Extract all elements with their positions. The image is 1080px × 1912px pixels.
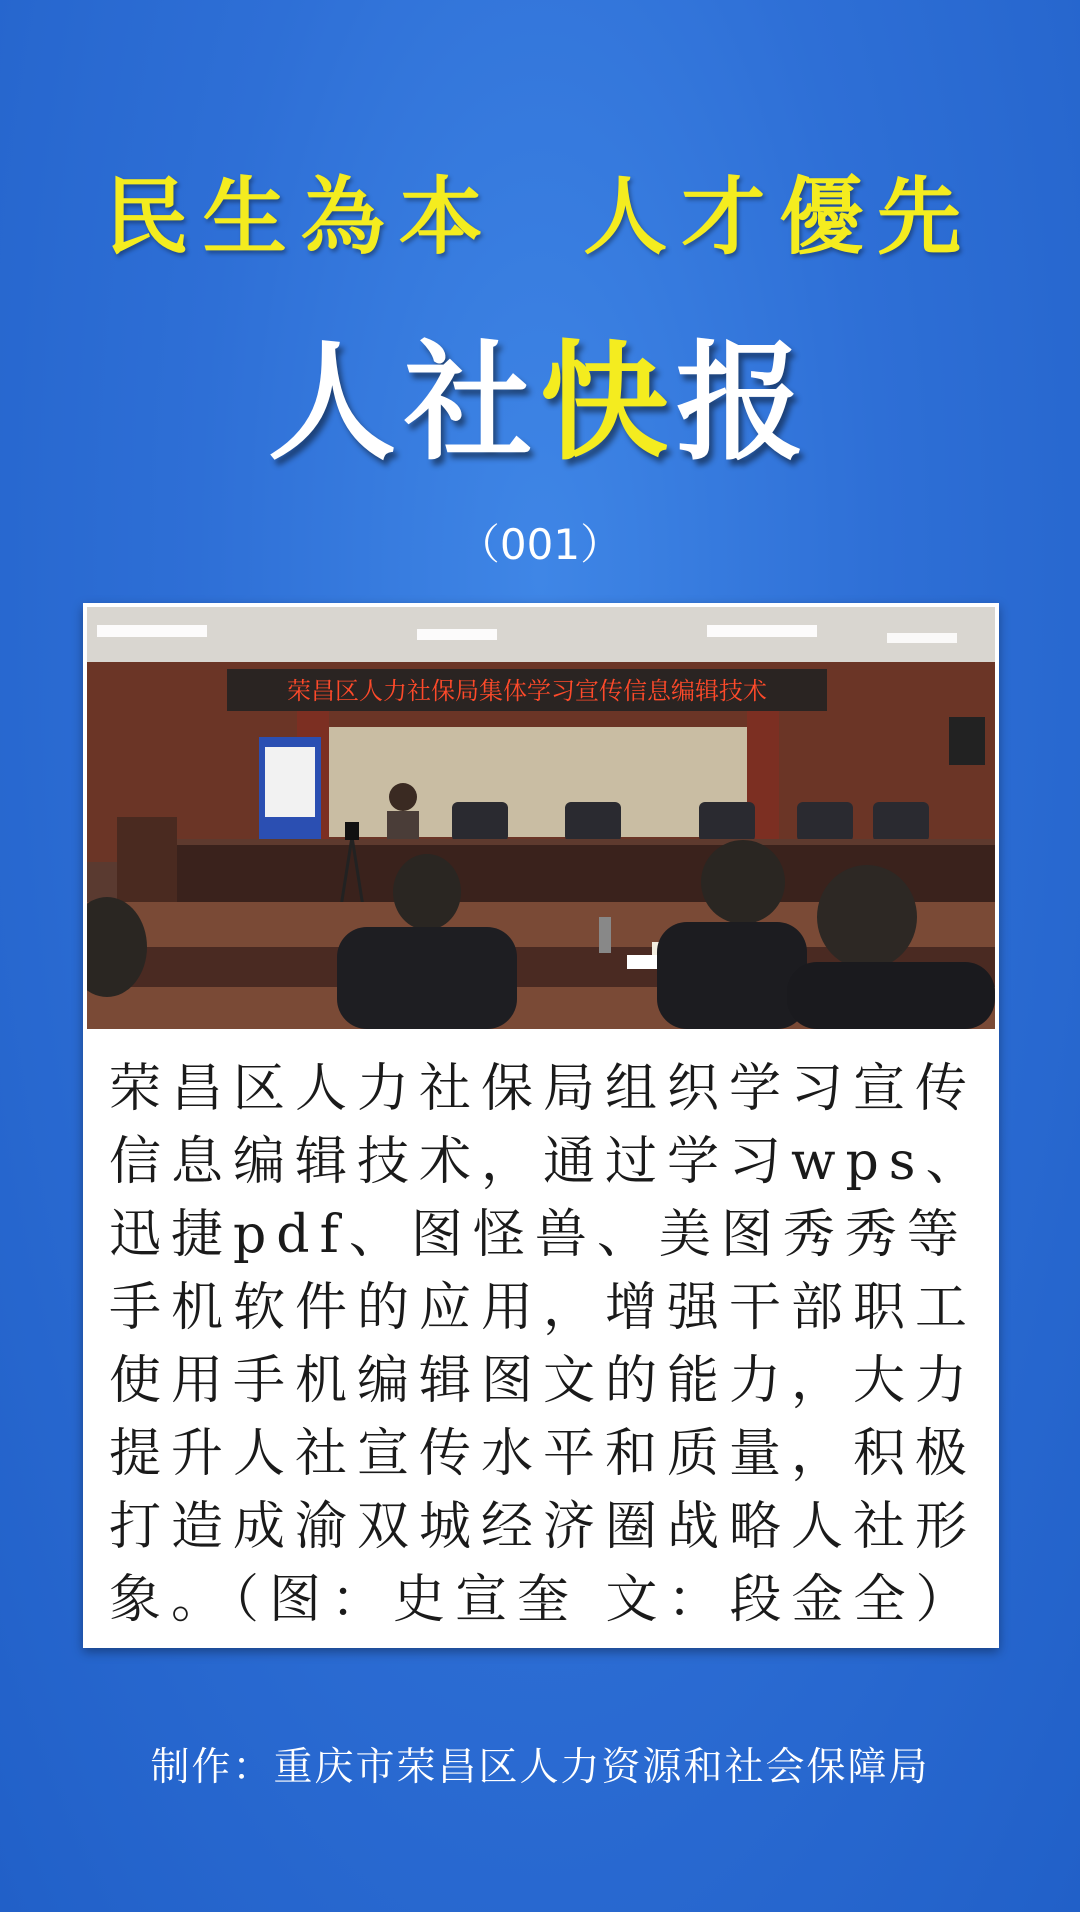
issue-number: （001） — [457, 520, 623, 569]
meeting-photo — [87, 607, 995, 1029]
caption-line: 迅捷pdf、图怪兽、美图秀秀等 — [109, 1205, 969, 1265]
caption-line: 使用手机编辑图文的能力，大力 — [109, 1351, 978, 1411]
title-part-2: 报 — [676, 329, 813, 478]
caption-line: 象。（图：史宣奎 文：段金全） — [109, 1570, 978, 1630]
caption-line: 手机软件的应用，增强干部职工 — [109, 1278, 978, 1338]
news-caption — [109, 1053, 989, 1637]
caption-line: 打造成渝双城经济圈战略人社形 — [109, 1497, 978, 1557]
title-part-1: 人社 — [267, 329, 540, 478]
slogan-heading: 民生為本 人才優先 — [104, 167, 976, 266]
caption-line: 荣昌区人力社保局组织学习宣传 — [109, 1059, 978, 1119]
title-highlight: 快 — [539, 329, 676, 478]
page-title — [0, 300, 1080, 484]
caption-line: 提升人社宣传水平和质量，积极 — [109, 1424, 978, 1484]
producer-credit: 制作：重庆市荣昌区人力资源和社会保障局 — [150, 1745, 930, 1790]
led-banner-text: 荣昌区人力社保局集体学习宣传信息编辑技术 — [287, 677, 767, 705]
caption-line: 信息编辑技术，通过学习wps、 — [109, 1132, 988, 1192]
news-card — [83, 603, 999, 1648]
